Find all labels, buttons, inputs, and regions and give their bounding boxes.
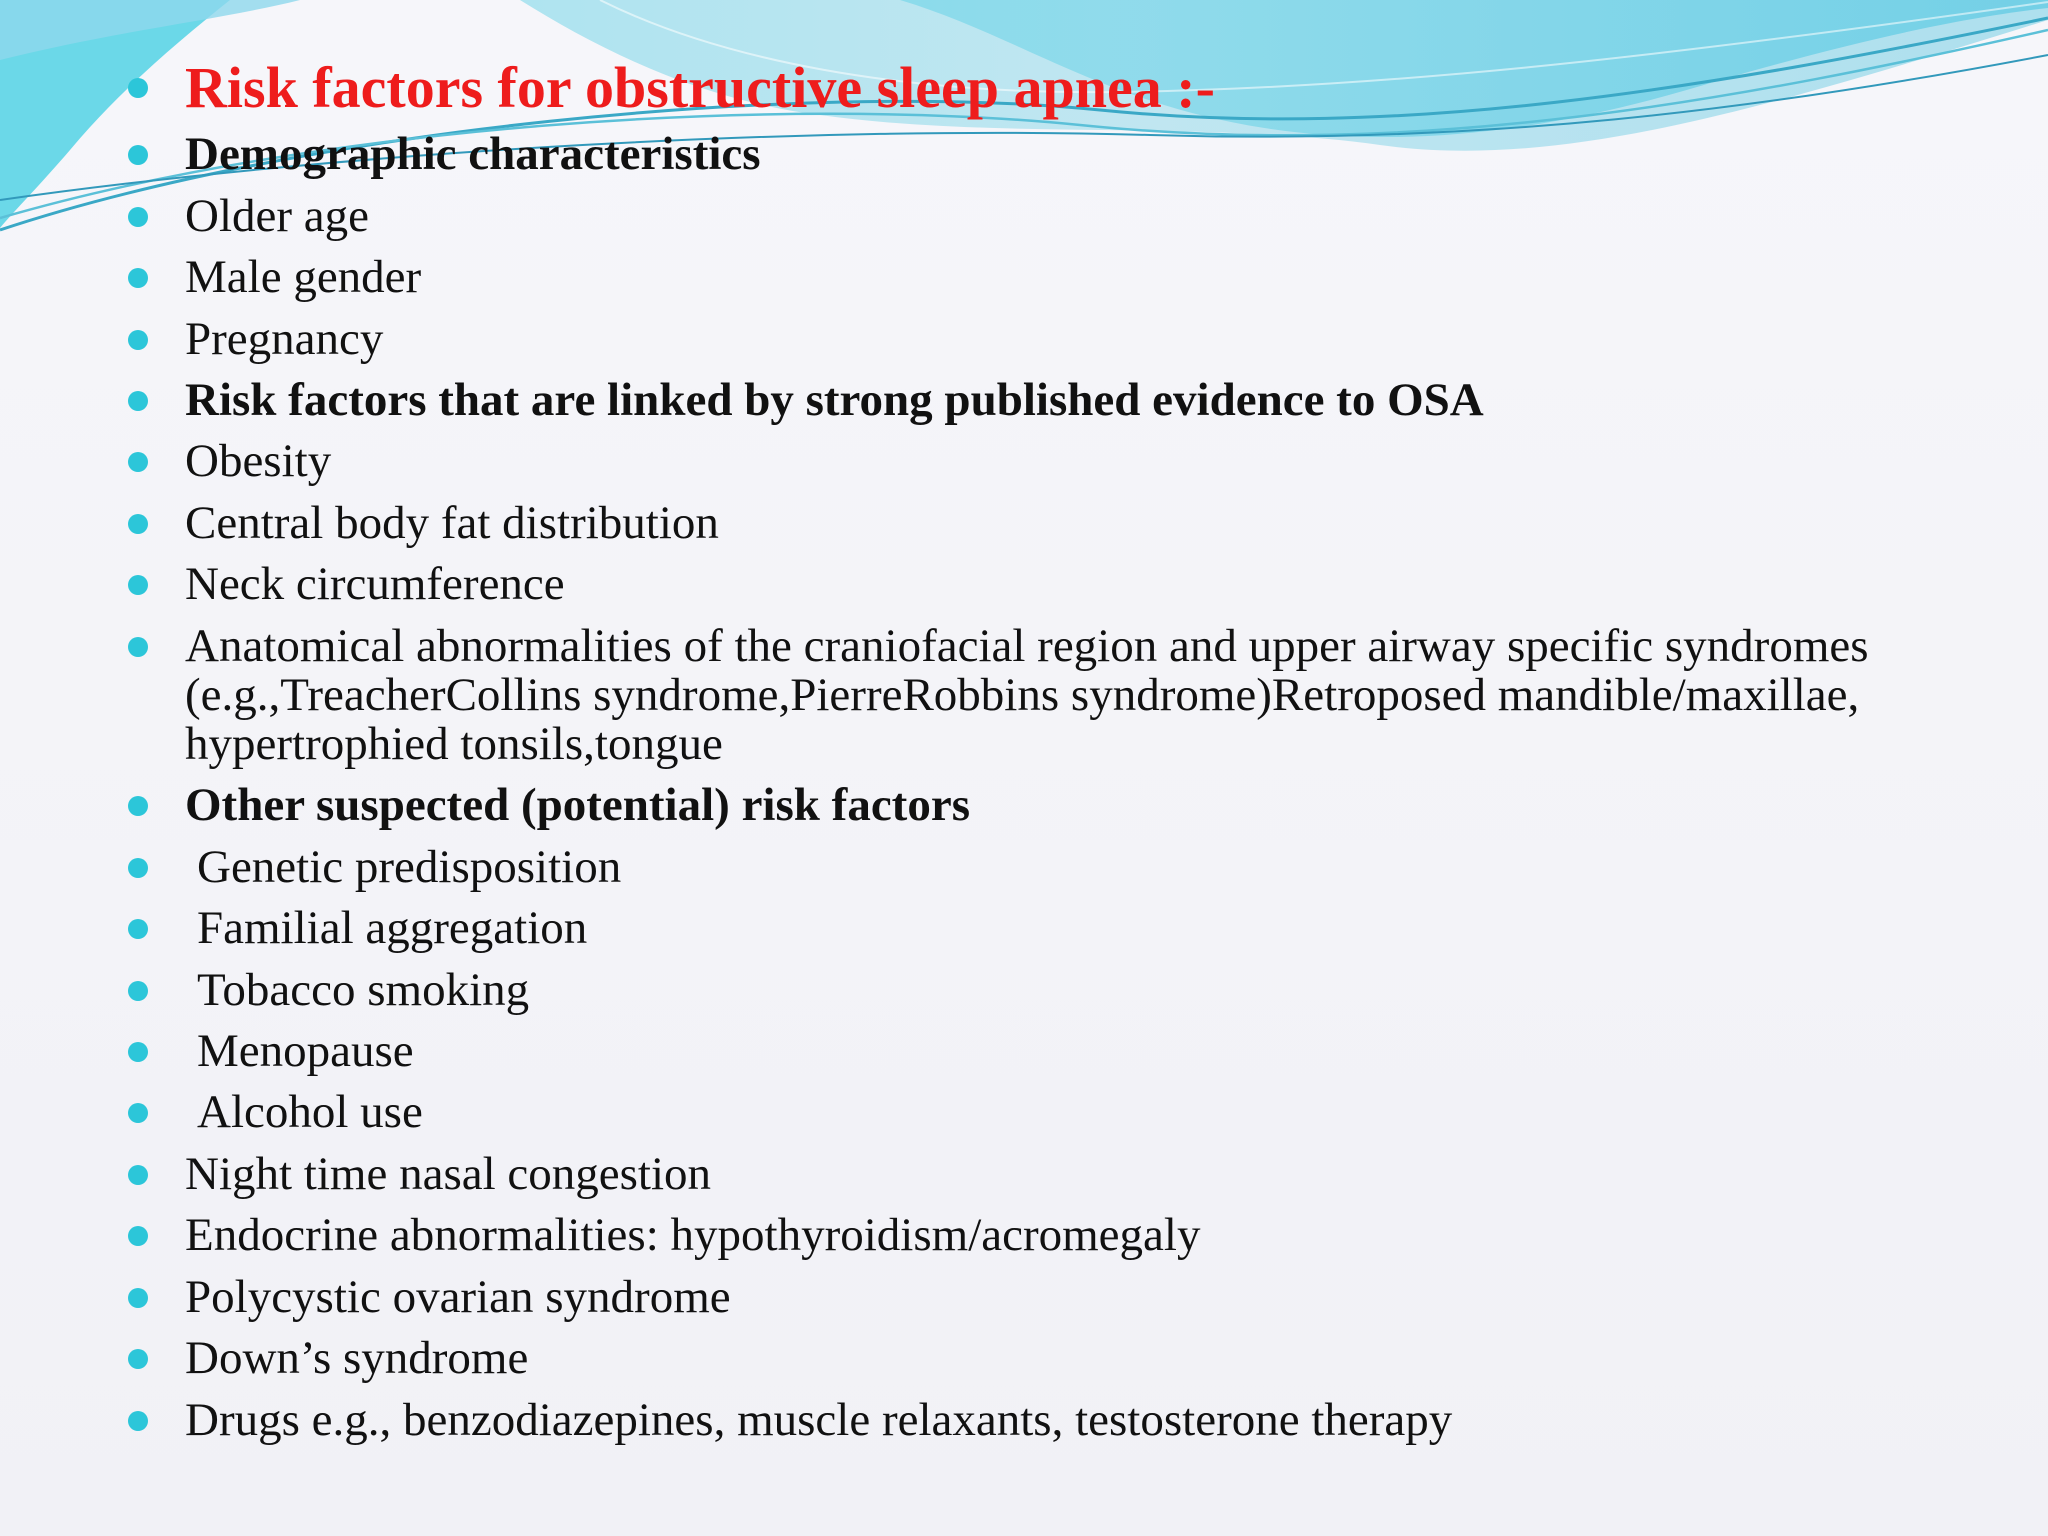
- list-item-title: [185, 55, 1905, 120]
- item-text: Tobacco smoking: [197, 964, 530, 1016]
- list-item: [185, 843, 1905, 892]
- item-text: Night time nasal congestion: [185, 1148, 712, 1200]
- bullet-icon: [128, 514, 148, 534]
- list-item: [185, 192, 1905, 241]
- bullet-icon: [128, 268, 148, 288]
- item-text: Polycystic ovarian syndrome: [185, 1271, 731, 1323]
- bullet-icon: [128, 919, 148, 939]
- list-item: [185, 1150, 1905, 1199]
- item-text: Pregnancy: [185, 313, 384, 365]
- bullet-icon: [128, 858, 148, 878]
- item-text: Menopause: [197, 1025, 414, 1077]
- section-heading-strong-evidence: Risk factors that are linked by strong published evidence to OSA: [185, 374, 1484, 426]
- item-text: Drugs e.g., benzodiazepines, muscle relaxants, testosterone therapy: [185, 1394, 1453, 1446]
- bullet-icon: [128, 1411, 148, 1431]
- item-text: Genetic predisposition: [197, 841, 622, 893]
- item-text: Alcohol use: [197, 1086, 423, 1138]
- list-item: [185, 437, 1905, 486]
- list-item: [185, 1334, 1905, 1383]
- list-item: [185, 376, 1905, 425]
- item-text: Down’s syndrome: [185, 1332, 529, 1384]
- bullet-icon: [128, 145, 148, 165]
- bullet-icon: [128, 1349, 148, 1369]
- item-text: Endocrine abnormalities: hypothyroidism/acromegaly: [185, 1209, 1201, 1261]
- list-item: [185, 560, 1905, 609]
- list-item: [185, 253, 1905, 302]
- item-text: Obesity: [185, 435, 332, 487]
- list-item: [185, 1211, 1905, 1260]
- bullet-icon: [128, 78, 148, 98]
- item-text: Older age: [185, 190, 369, 242]
- list-item: [185, 130, 1905, 179]
- item-text: Male gender: [185, 251, 422, 303]
- list-item: [185, 1273, 1905, 1322]
- list-item: [185, 1396, 1905, 1445]
- bullet-icon: [128, 796, 148, 816]
- bullet-icon: [128, 330, 148, 350]
- list-item: [185, 1027, 1905, 1076]
- bullet-icon: [128, 637, 148, 657]
- item-text: Neck circumference: [185, 558, 565, 610]
- item-text: Central body fat distribution: [185, 497, 719, 549]
- list-item: [185, 1088, 1905, 1137]
- list-item: [185, 499, 1905, 548]
- bullet-icon: [128, 1165, 148, 1185]
- bullet-icon: [128, 1103, 148, 1123]
- section-heading-demographic: Demographic characteristics: [185, 128, 761, 180]
- list-item: [185, 622, 1905, 769]
- slide-title: Risk factors for obstructive sleep apnea :-: [185, 55, 1215, 120]
- item-text: Familial aggregation: [197, 902, 588, 954]
- bullet-icon: [128, 575, 148, 595]
- bullet-icon: [128, 391, 148, 411]
- bullet-icon: [128, 1042, 148, 1062]
- list-item: [185, 781, 1905, 830]
- bullet-icon: [128, 1226, 148, 1246]
- bullet-icon: [128, 452, 148, 472]
- bullet-icon: [128, 207, 148, 227]
- list-item: [185, 315, 1905, 364]
- list-item: [185, 904, 1905, 953]
- list-item: [185, 966, 1905, 1015]
- item-text: Anatomical abnormalities of the craniofacial region and upper airway specific syndromes (e.g.,TreacherCollins syndrome,PierreRobbins syndrome)Retroposed mandible/maxillae, hypertrophied tonsils,tongue: [185, 620, 1869, 770]
- section-heading-suspected: Other suspected (potential) risk factors: [185, 779, 970, 831]
- bullet-icon: [128, 981, 148, 1001]
- bullet-icon: [128, 1288, 148, 1308]
